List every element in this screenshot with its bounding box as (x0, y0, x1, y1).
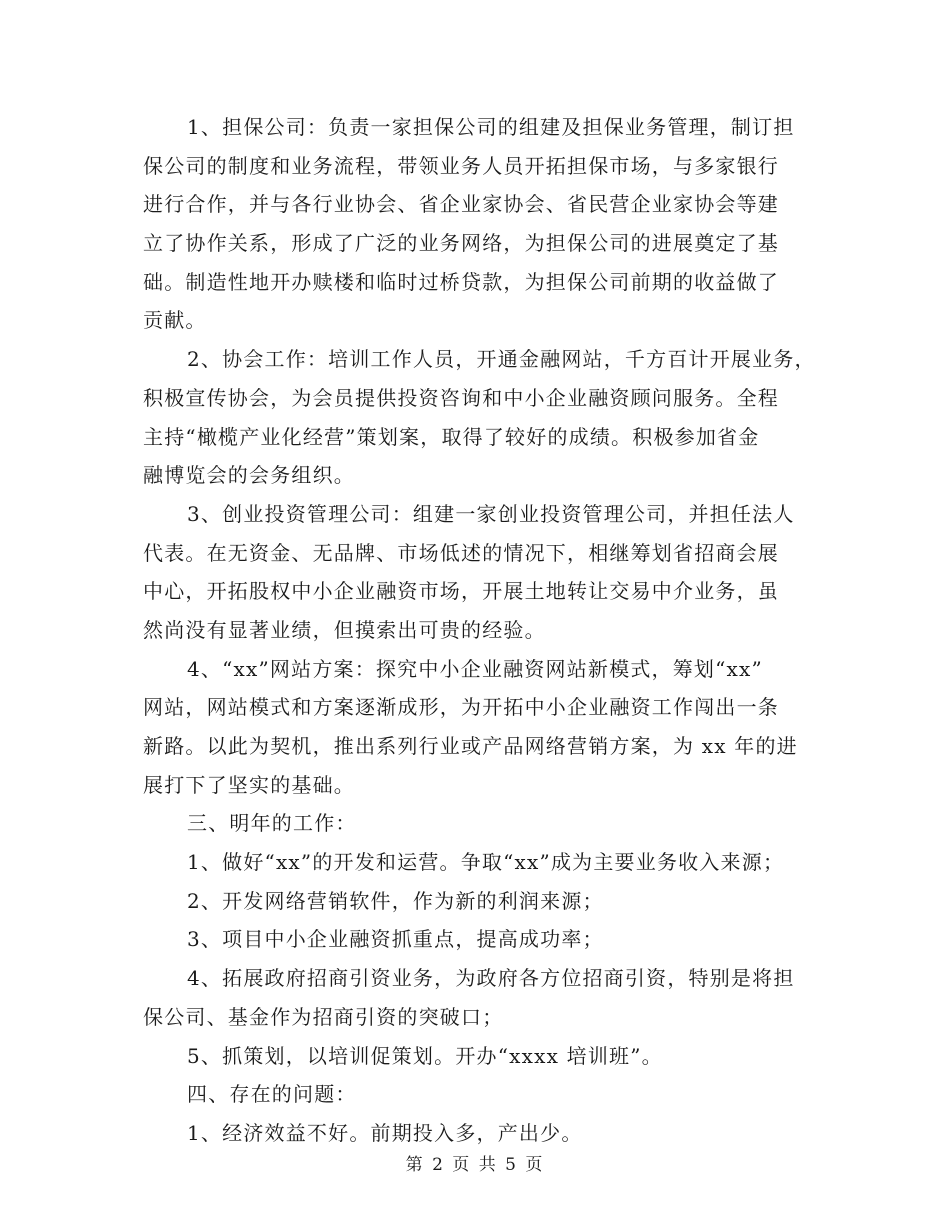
text-line: 然尚没有显著业绩，但摸索出可贵的经验。 (143, 617, 546, 642)
text-line: 3、项目中小企业融资抓重点，提高成功率； (187, 927, 604, 952)
text-line: 1、经济效益不好。前期投入多，产出少。 (187, 1120, 583, 1145)
text-line: 进行合作，并与各行业协会、省企业家协会、省民营企业家协会等建 (143, 192, 779, 217)
text-line: 保公司、基金作为招商引资的突破口； (143, 1004, 504, 1029)
text-line: 础。制造性地开办赎楼和临时过桥贷款，为担保公司前期的收益做了 (143, 269, 779, 294)
text-line: 1、做好“xx”的开发和运营。争取“xx”成为主要业务收入来源； (187, 850, 785, 875)
text-line: 1、担保公司：负责一家担保公司的组建及担保业务管理，制订担 (187, 115, 795, 139)
text-line: 3、创业投资管理公司：组建一家创业投资管理公司，并担任法人 (187, 501, 795, 526)
text-line: 展打下了坚实的基础。 (143, 772, 355, 797)
text-line: 4、拓展政府招商引资业务，为政府各方位招商引资，特别是将担 (187, 966, 795, 991)
text-line: 融博览会的会务组织。 (143, 463, 355, 488)
text-line: 保公司的制度和业务流程，带领业务人员开拓担保市场，与多家银行 (143, 153, 779, 178)
document-body (143, 108, 833, 1153)
text-line: 贡献。 (143, 308, 207, 333)
text-line: 5、抓策划，以培训促策划。开办“xxxx 培训班”。 (187, 1043, 663, 1068)
text-line: 2、协会工作：培训工作人员，开通金融网站，千方百计开展业务， (187, 347, 816, 372)
text-line: 积极宣传协会，为会员提供投资咨询和中小企业融资顾问服务。全程 (143, 385, 779, 410)
text-line: 网站，网站模式和方案逐渐成形，为开拓中小企业融资工作闯出一条 (143, 695, 779, 720)
page-footer: 第 2 页 共 5 页 (405, 1155, 545, 1175)
text-line: 立了协作关系，形成了广泛的业务网络，为担保公司的进展奠定了基 (143, 231, 779, 256)
section-heading: 三、明年的工作： (187, 811, 357, 836)
text-line: 中心，开拓股权中小企业融资市场，开展土地转让交易中介业务，虽 (143, 579, 779, 604)
text-line: 2、开发网络营销软件，作为新的利润来源； (187, 888, 604, 913)
text-line: 代表。在无资金、无品牌、市场低述的情况下，相继筹划省招商会展 (143, 540, 779, 565)
section-heading: 四、存在的问题： (187, 1082, 357, 1107)
text-line: 主持“橄榄产业化经营”策划案，取得了较好的成绩。积极参加省金 (143, 424, 760, 449)
text-line: 新路。以此为契机，推出系列行业或产品网络营销方案，为 xx 年的进 (143, 734, 798, 758)
text-line: 4、“xx”网站方案：探究中小企业融资网站新模式，筹划“xx” (187, 656, 763, 681)
